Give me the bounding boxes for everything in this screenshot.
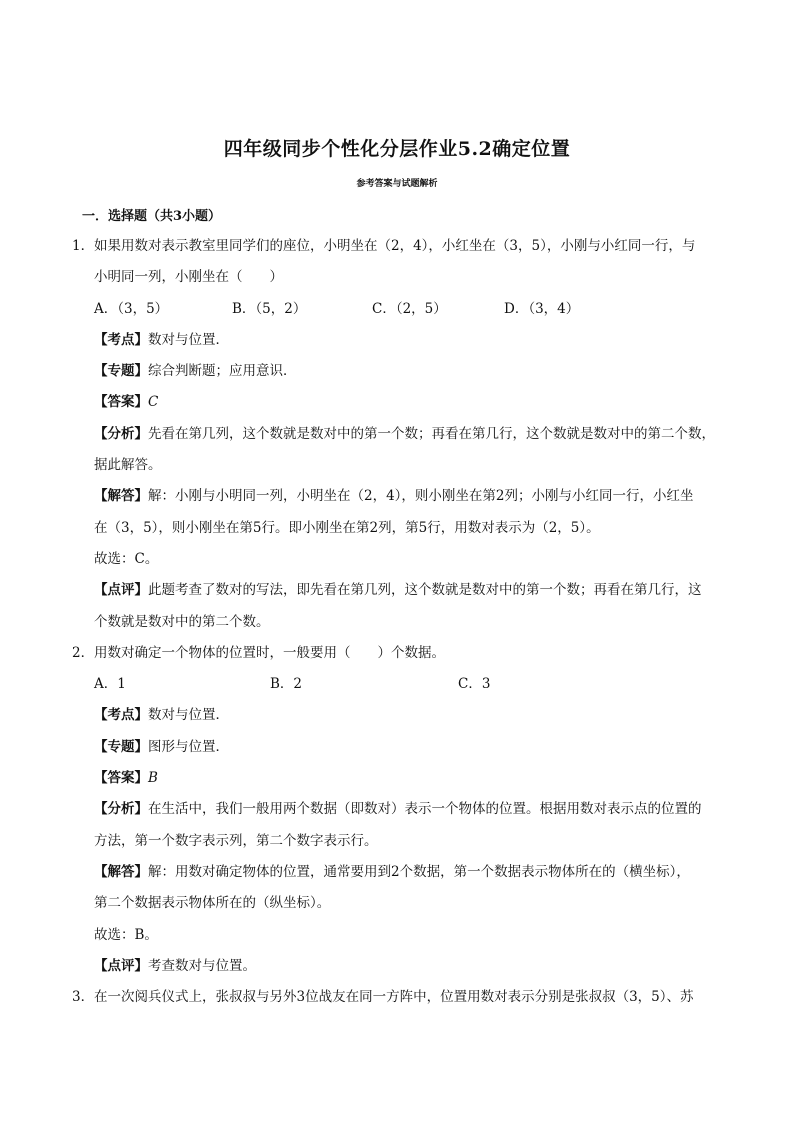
kaodian-text: 数对与位置． xyxy=(148,331,229,348)
answer-text: C xyxy=(148,394,159,411)
option-c: C．（2，5） xyxy=(372,300,447,317)
question-2-answer xyxy=(72,763,732,794)
question-1-options xyxy=(72,294,732,325)
question-1-guxuan: 故选：C。 xyxy=(94,550,159,567)
zhuanti-text: 图形与位置． xyxy=(148,738,229,755)
label-fenxi: 【分析】 xyxy=(94,801,148,818)
label-jieda: 【解答】 xyxy=(94,863,148,880)
question-1-fenxi-line-2: 据此解答。 xyxy=(94,457,162,474)
label-jieda: 【解答】 xyxy=(94,488,148,505)
option-a: A．1 xyxy=(94,676,126,693)
question-1-stem-line-1 xyxy=(72,231,732,262)
option-b: B．2 xyxy=(270,676,303,693)
question-2-dianping-line-1 xyxy=(72,951,732,982)
question-text: 用数对确定一个物体的位置时，一般要用（ ）个数据。 xyxy=(94,644,445,661)
kaodian-text: 数对与位置． xyxy=(148,707,229,724)
zhuanti-text: 综合判断题；应用意识． xyxy=(148,363,297,380)
question-1-dianping-line-2: 个数就是数对中的第二个数。 xyxy=(94,613,270,630)
dianping-text: 考查数对与位置。 xyxy=(148,957,256,974)
question-2-stem-line-1 xyxy=(72,638,732,669)
jieda-text: 解：小刚与小明同一列，小明坐在（2，4），则小刚坐在第2列；小刚与小红同一行，小红坐 xyxy=(148,488,694,505)
label-daan: 【答案】 xyxy=(94,770,148,787)
question-text: 在一次阅兵仪式上，张叔叔与另外3位战友在同一方阵中，位置用数对表示分别是张叔叔（3，5）、苏 xyxy=(94,989,694,1006)
section-heading: 一．选择题（共3小题） xyxy=(82,209,222,224)
label-zhuanti: 【专题】 xyxy=(94,738,148,755)
question-1-jieda-line-2: 在（3，5），则小刚坐在第5行。即小刚坐在第2列，第5行，用数对表示为（2，5）。 xyxy=(94,519,600,536)
questions-content xyxy=(72,231,732,1013)
label-dianping: 【点评】 xyxy=(94,957,148,974)
label-dianping: 【点评】 xyxy=(94,582,148,599)
question-2-fenxi-line-1 xyxy=(72,794,732,825)
option-a: A．（3，5） xyxy=(94,300,169,317)
document-subtitle: 参考答案与试题解析 xyxy=(356,179,438,189)
option-c: C．3 xyxy=(458,676,491,693)
label-zhuanti: 【专题】 xyxy=(94,363,148,380)
question-3-stem-line-1 xyxy=(72,982,732,1013)
label-kaodian: 【考点】 xyxy=(94,707,148,724)
answer-text: B xyxy=(148,770,158,787)
question-1-zhuanti xyxy=(72,356,732,387)
question-1-jieda-line-1 xyxy=(72,481,732,512)
fenxi-text: 先看在第几列，这个数就是数对中的第一个数；再看在第几行，这个数就是数对中的第二个数， xyxy=(148,425,715,442)
question-1-answer xyxy=(72,387,732,418)
question-2-jieda-line-2: 第二个数据表示物体所在的（纵坐标）。 xyxy=(94,895,331,912)
document-title: 四年级同步个性化分层作业5.2确定位置 xyxy=(223,138,571,160)
label-fenxi: 【分析】 xyxy=(94,425,148,442)
question-2-jieda-line-1 xyxy=(72,857,732,888)
label-daan: 【答案】 xyxy=(94,394,148,411)
dianping-text: 此题考查了数对的写法，即先看在第几列，这个数就是数对中的第一个数；再看在第几行，这 xyxy=(148,582,702,599)
question-1-fenxi-line-1 xyxy=(72,419,732,450)
question-2-kaodian xyxy=(72,700,732,731)
question-number: 2． xyxy=(72,644,95,661)
question-1-stem-line-2: 小明同一列，小刚坐在（ ） xyxy=(94,269,283,286)
question-1-kaodian xyxy=(72,325,732,356)
question-1-dianping-line-1 xyxy=(72,575,732,606)
question-text: 如果用数对表示教室里同学们的座位，小明坐在（2，4），小红坐在（3，5），小刚与小红同一行，与 xyxy=(94,238,696,254)
question-2-guxuan: 故选：B。 xyxy=(94,926,158,943)
question-number: 1． xyxy=(72,238,95,254)
option-b: B．（5，2） xyxy=(232,300,307,317)
question-2-fenxi-line-2: 方法，第一个数字表示列，第二个数字表示行。 xyxy=(94,832,378,849)
question-2-options xyxy=(72,669,732,700)
fenxi-text: 在生活中，我们一般用两个数据（即数对）表示一个物体的位置。根据用数对表示点的位置的 xyxy=(148,801,702,818)
jieda-text: 解：用数对确定物体的位置，通常要用到2个数据，第一个数据表示物体所在的（横坐标）， xyxy=(148,863,690,880)
question-number: 3． xyxy=(72,989,95,1006)
option-d: D．（3，4） xyxy=(504,300,580,317)
question-2-zhuanti xyxy=(72,732,732,763)
label-kaodian: 【考点】 xyxy=(94,331,148,348)
